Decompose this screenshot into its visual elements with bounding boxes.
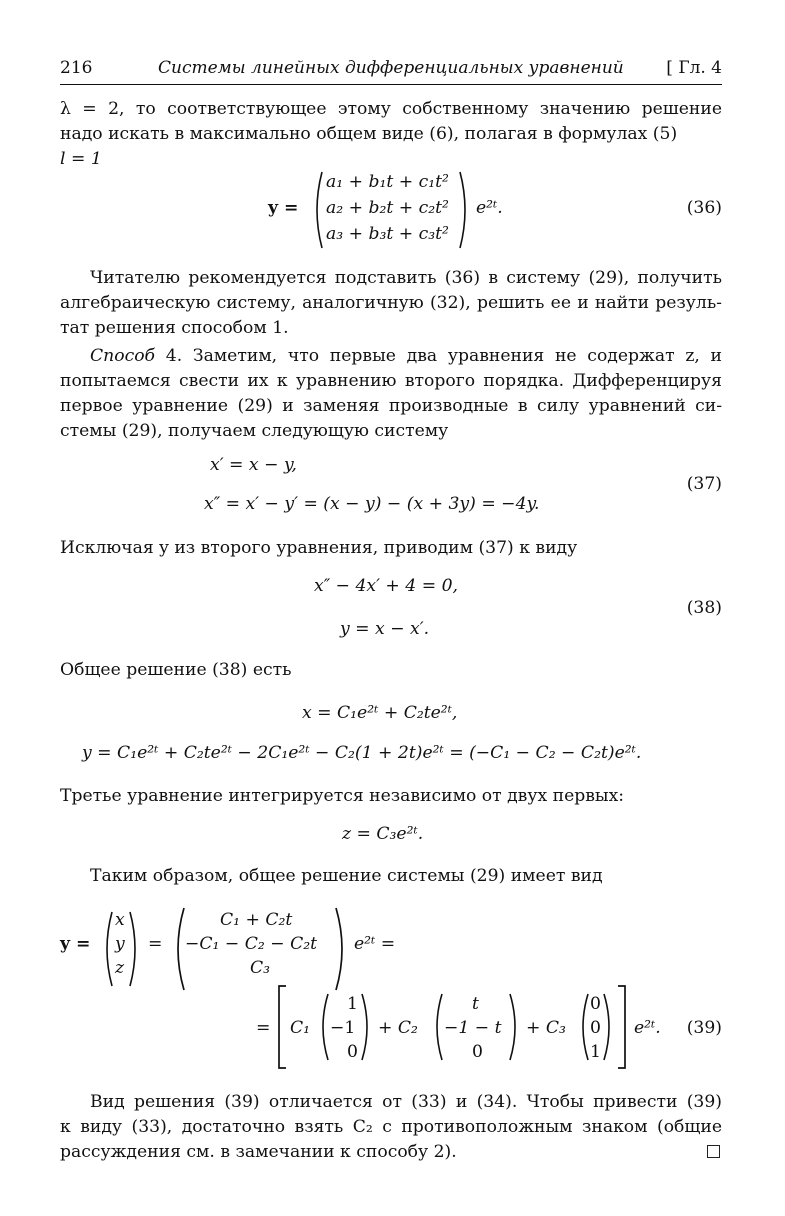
paragraph-intro <box>60 97 722 172</box>
chapter-label: [ Гл. 4 <box>666 58 722 78</box>
paragraph-eliminate <box>60 536 722 561</box>
left-paren <box>318 992 330 1062</box>
eq36-row1: a₁ + b₁t + c₁t² <box>326 172 449 192</box>
paragraph-thus <box>60 864 722 889</box>
text-line: Исключая y из второго уравнения, приводим (37) к виду <box>60 538 578 558</box>
eq37-line2: x″ = x′ − y′ = (x − y) − (x + 3y) = −4y. <box>204 494 540 514</box>
text-line: тат решения способом 1. <box>60 318 289 338</box>
text-line: Способ 4. Заметим, что первые два уравнения не содержат z, и <box>90 346 722 366</box>
text-line: Общее решение (38) есть <box>60 660 292 680</box>
text-line: надо искать в максимально общем виде (6), полагая в формулах (5) <box>60 124 678 144</box>
right-paren <box>508 992 520 1062</box>
text-line: к виду (33), достаточно взять C₂ с противоположным знаком (общие <box>60 1117 722 1137</box>
eq36-row2: a₂ + b₂t + c₂t² <box>326 198 449 218</box>
text-line: Таким образом, общее решение системы (29) имеет вид <box>90 866 603 886</box>
equation-number: (39) <box>686 1018 722 1038</box>
left-paren <box>172 906 186 992</box>
z-solution: z = C₃e²ᵗ. <box>342 824 424 844</box>
y-solution: y = C₁e²ᵗ + C₂te²ᵗ − 2C₁e²ᵗ − C₂(1 + 2t)e²ᵗ = (−C₁ − C₂ − C₂t)e²ᵗ. <box>82 743 642 763</box>
vec-d3: 1 <box>590 1042 601 1062</box>
eq37-line1: x′ = x − y, <box>210 455 297 475</box>
eq36-lhs: y = <box>268 198 299 218</box>
paragraph-recommendation <box>60 266 722 341</box>
vector-x: x <box>115 910 125 930</box>
text-line: попытаемся свести их к уравнению второго порядка. Дифференцируя <box>60 371 722 391</box>
right-paren <box>602 992 614 1062</box>
text-line: λ = 2, то соответствующее этому собственному значению решение <box>60 99 722 119</box>
right-paren <box>360 992 372 1062</box>
plus-c2: + C₂ <box>378 1018 418 1038</box>
eq39-lhs: y = <box>60 934 91 954</box>
matrix-row3: C₃ <box>250 958 271 978</box>
page-number: 216 <box>60 58 93 78</box>
left-bracket <box>276 984 288 1070</box>
text-line: алгебраическую систему, аналогичную (32), решить ее и найти резуль- <box>60 293 722 313</box>
vector-y: y <box>115 934 125 954</box>
right-paren <box>128 910 140 988</box>
matrix-row1: C₁ + C₂t <box>220 910 293 930</box>
left-paren <box>578 992 590 1062</box>
paragraph-general-solution <box>60 658 722 683</box>
text-line: Третье уравнение интегрируется независимо от двух первых: <box>60 786 625 806</box>
end-of-proof-square <box>707 1145 720 1158</box>
eq38-line1: x″ − 4x′ + 4 = 0, <box>314 576 458 596</box>
running-title: Системы линейных дифференциальных уравнений <box>158 58 624 78</box>
paragraph-method-4 <box>60 344 722 444</box>
left-paren <box>102 910 114 988</box>
text-line: первое уравнение (29) и заменяя производные в силу уравнений си- <box>60 396 722 416</box>
matrix-row2: −C₁ − C₂ − C₂t <box>185 934 318 954</box>
book-page <box>60 0 722 1216</box>
paragraph-third-equation <box>60 784 722 809</box>
left-paren <box>312 170 324 250</box>
equation-number: (36) <box>686 198 722 218</box>
right-paren <box>334 906 348 992</box>
text-line: Вид решения (39) отличается от (33) и (34). Чтобы привести (39) <box>90 1092 722 1112</box>
right-bracket <box>616 984 628 1070</box>
eq36-row3: a₃ + b₃t + c₃t² <box>326 224 449 244</box>
paragraph-conclusion <box>60 1090 722 1165</box>
vector-z: z <box>115 958 125 978</box>
equation-number: (37) <box>686 474 722 494</box>
vec-b2: −1 − t <box>444 1018 502 1038</box>
vec-b3: 0 <box>472 1042 483 1062</box>
text-line: l = 1 <box>60 149 102 169</box>
vec-d1: 0 <box>590 994 601 1014</box>
eq38-line2: y = x − x′. <box>340 619 430 639</box>
left-paren <box>432 992 444 1062</box>
x-solution: x = C₁e²ᵗ + C₂te²ᵗ, <box>302 703 458 723</box>
text-line: рассуждения см. в замечании к способу 2). <box>60 1142 457 1162</box>
page-header <box>60 56 722 85</box>
exp-factor: e²ᵗ. <box>634 1018 661 1038</box>
vec-a1: 1 <box>347 994 358 1014</box>
text-line: Читателю рекомендуется подставить (36) в систему (29), получить <box>90 268 722 288</box>
plus-c3: + C₃ <box>526 1018 566 1038</box>
eq36-exp: e²ᵗ. <box>476 198 503 218</box>
right-paren <box>458 170 470 250</box>
vec-b1: t <box>472 994 479 1014</box>
coef-c1: C₁ <box>290 1018 311 1038</box>
vec-a3: 0 <box>347 1042 358 1062</box>
exp-factor: e²ᵗ = <box>354 934 396 954</box>
vec-d2: 0 <box>590 1018 601 1038</box>
text-line: стемы (29), получаем следующую систему <box>60 421 449 441</box>
equals-sign: = <box>148 934 163 954</box>
equals-sign: = <box>256 1018 271 1038</box>
equation-number: (38) <box>686 598 722 618</box>
vec-a2: −1 <box>330 1018 356 1038</box>
